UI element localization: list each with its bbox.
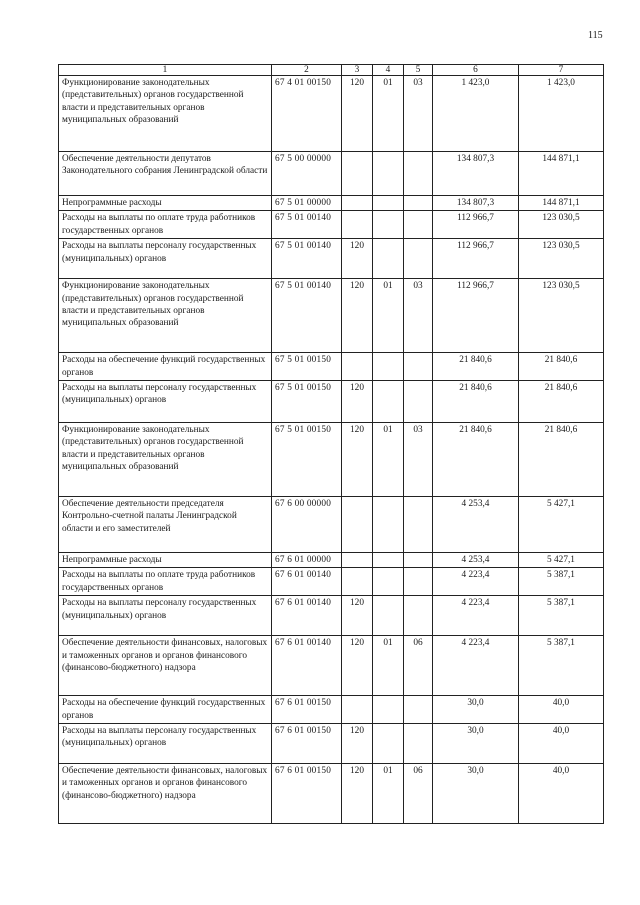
row-pr (404, 239, 433, 279)
column-header-5: 5 (404, 65, 433, 76)
column-header-7: 7 (519, 65, 604, 76)
row-rz: 01 (373, 76, 404, 152)
row-vr: 120 (342, 636, 373, 696)
row-sum-2: 21 840,6 (519, 381, 604, 423)
row-sum-1: 4 223,4 (433, 596, 519, 636)
row-sum-2: 40,0 (519, 724, 604, 764)
row-vr (342, 353, 373, 381)
row-name: Обеспечение деятельности финансовых, налоговых и таможенных органов и органов финансового (финансово-бюджетного) надзора (59, 764, 272, 824)
row-pr (404, 353, 433, 381)
row-name: Расходы на выплаты персоналу государственных (муниципальных) органов (59, 724, 272, 764)
row-vr: 120 (342, 381, 373, 423)
row-pr: 03 (404, 423, 433, 497)
row-rz (373, 211, 404, 239)
row-name: Обеспечение деятельности председателя Контрольно-счетной палаты Ленинградской области и его заместителей (59, 497, 272, 553)
table-row (59, 239, 604, 279)
row-sum-2: 144 871,1 (519, 196, 604, 211)
row-sum-1: 21 840,6 (433, 381, 519, 423)
row-pr (404, 596, 433, 636)
row-code: 67 6 01 00140 (272, 636, 342, 696)
row-sum-1: 4 223,4 (433, 568, 519, 596)
row-sum-2: 5 427,1 (519, 497, 604, 553)
row-sum-2: 123 030,5 (519, 211, 604, 239)
row-rz (373, 239, 404, 279)
row-rz: 01 (373, 636, 404, 696)
column-header-3: 3 (342, 65, 373, 76)
row-pr: 06 (404, 764, 433, 824)
row-sum-2: 5 387,1 (519, 596, 604, 636)
row-code: 67 5 01 00140 (272, 239, 342, 279)
row-code: 67 6 01 00150 (272, 724, 342, 764)
row-rz (373, 353, 404, 381)
row-name: Расходы на обеспечение функций государственных органов (59, 353, 272, 381)
row-name: Непрограммные расходы (59, 553, 272, 568)
row-pr (404, 568, 433, 596)
table-row (59, 279, 604, 353)
row-pr (404, 553, 433, 568)
row-rz: 01 (373, 279, 404, 353)
row-name: Обеспечение деятельности депутатов Законодательного собрания Ленинградской области (59, 152, 272, 196)
row-sum-2: 123 030,5 (519, 279, 604, 353)
row-code: 67 6 01 00150 (272, 696, 342, 724)
row-rz (373, 497, 404, 553)
table-row (59, 596, 604, 636)
row-name: Расходы на выплаты по оплате труда работников государственных органов (59, 568, 272, 596)
row-code: 67 6 00 00000 (272, 497, 342, 553)
table-row (59, 196, 604, 211)
table-row (59, 764, 604, 824)
row-code: 67 5 01 00140 (272, 279, 342, 353)
table-row (59, 553, 604, 568)
row-vr: 120 (342, 764, 373, 824)
row-rz: 01 (373, 764, 404, 824)
budget-table (58, 64, 604, 824)
row-rz (373, 596, 404, 636)
row-pr: 03 (404, 279, 433, 353)
row-vr (342, 568, 373, 596)
row-pr (404, 696, 433, 724)
row-vr (342, 553, 373, 568)
row-code: 67 5 01 00150 (272, 423, 342, 497)
row-sum-2: 144 871,1 (519, 152, 604, 196)
row-vr (342, 152, 373, 196)
row-sum-1: 4 223,4 (433, 636, 519, 696)
header-row (59, 65, 604, 76)
row-vr (342, 196, 373, 211)
column-header-1: 1 (59, 65, 272, 76)
row-vr: 120 (342, 724, 373, 764)
row-rz (373, 696, 404, 724)
table-row (59, 381, 604, 423)
table-row (59, 76, 604, 152)
row-sum-2: 40,0 (519, 696, 604, 724)
row-rz (373, 553, 404, 568)
row-name: Расходы на выплаты персоналу государственных (муниципальных) органов (59, 381, 272, 423)
table-row (59, 696, 604, 724)
row-vr: 120 (342, 596, 373, 636)
table-row (59, 724, 604, 764)
row-name: Расходы на обеспечение функций государственных органов (59, 696, 272, 724)
table-row (59, 423, 604, 497)
row-rz (373, 568, 404, 596)
row-rz (373, 381, 404, 423)
row-sum-1: 112 966,7 (433, 211, 519, 239)
row-pr (404, 196, 433, 211)
row-sum-2: 40,0 (519, 764, 604, 824)
row-pr (404, 152, 433, 196)
row-name: Расходы на выплаты персоналу государственных (муниципальных) органов (59, 596, 272, 636)
row-rz: 01 (373, 423, 404, 497)
row-code: 67 6 01 00150 (272, 764, 342, 824)
row-sum-1: 134 807,3 (433, 152, 519, 196)
row-sum-2: 123 030,5 (519, 239, 604, 279)
row-name: Функционирование законодательных (представительных) органов государственной власти и представительных органов муниципальных образований (59, 423, 272, 497)
row-sum-1: 134 807,3 (433, 196, 519, 211)
row-vr (342, 211, 373, 239)
row-sum-1: 112 966,7 (433, 279, 519, 353)
row-vr: 120 (342, 279, 373, 353)
row-code: 67 4 01 00150 (272, 76, 342, 152)
row-code: 67 5 01 00150 (272, 353, 342, 381)
table-row (59, 353, 604, 381)
row-sum-2: 5 387,1 (519, 636, 604, 696)
row-rz (373, 196, 404, 211)
column-header-6: 6 (433, 65, 519, 76)
row-code: 67 6 01 00140 (272, 596, 342, 636)
row-sum-1: 112 966,7 (433, 239, 519, 279)
row-pr (404, 724, 433, 764)
row-sum-2: 1 423,0 (519, 76, 604, 152)
column-header-2: 2 (272, 65, 342, 76)
row-pr (404, 211, 433, 239)
table-row (59, 211, 604, 239)
row-sum-1: 21 840,6 (433, 353, 519, 381)
row-pr: 06 (404, 636, 433, 696)
row-sum-1: 4 253,4 (433, 553, 519, 568)
row-vr: 120 (342, 239, 373, 279)
row-pr (404, 497, 433, 553)
row-pr (404, 381, 433, 423)
row-vr: 120 (342, 423, 373, 497)
row-code: 67 5 01 00000 (272, 196, 342, 211)
table-row (59, 568, 604, 596)
row-sum-1: 30,0 (433, 764, 519, 824)
row-name: Функционирование законодательных (представительных) органов государственной власти и представительных органов муниципальных образований (59, 279, 272, 353)
row-name: Обеспечение деятельности финансовых, налоговых и таможенных органов и органов финансового (финансово-бюджетного) надзора (59, 636, 272, 696)
row-sum-2: 5 387,1 (519, 568, 604, 596)
row-name: Функционирование законодательных (представительных) органов государственной власти и представительных органов муниципальных образований (59, 76, 272, 152)
row-sum-2: 21 840,6 (519, 353, 604, 381)
table-row (59, 636, 604, 696)
row-name: Расходы на выплаты по оплате труда работников государственных органов (59, 211, 272, 239)
table-row (59, 152, 604, 196)
row-vr (342, 497, 373, 553)
row-rz (373, 152, 404, 196)
row-sum-1: 30,0 (433, 696, 519, 724)
page-number: 115 (588, 30, 603, 41)
row-sum-1: 4 253,4 (433, 497, 519, 553)
row-code: 67 6 01 00000 (272, 553, 342, 568)
row-code: 67 5 00 00000 (272, 152, 342, 196)
row-vr: 120 (342, 76, 373, 152)
row-code: 67 5 01 00150 (272, 381, 342, 423)
row-vr (342, 696, 373, 724)
row-code: 67 5 01 00140 (272, 211, 342, 239)
row-name: Расходы на выплаты персоналу государственных (муниципальных) органов (59, 239, 272, 279)
row-pr: 03 (404, 76, 433, 152)
row-code: 67 6 01 00140 (272, 568, 342, 596)
table-row (59, 497, 604, 553)
row-sum-1: 30,0 (433, 724, 519, 764)
row-sum-1: 21 840,6 (433, 423, 519, 497)
row-sum-2: 21 840,6 (519, 423, 604, 497)
row-sum-1: 1 423,0 (433, 76, 519, 152)
row-name: Непрограммные расходы (59, 196, 272, 211)
row-sum-2: 5 427,1 (519, 553, 604, 568)
column-header-4: 4 (373, 65, 404, 76)
row-rz (373, 724, 404, 764)
